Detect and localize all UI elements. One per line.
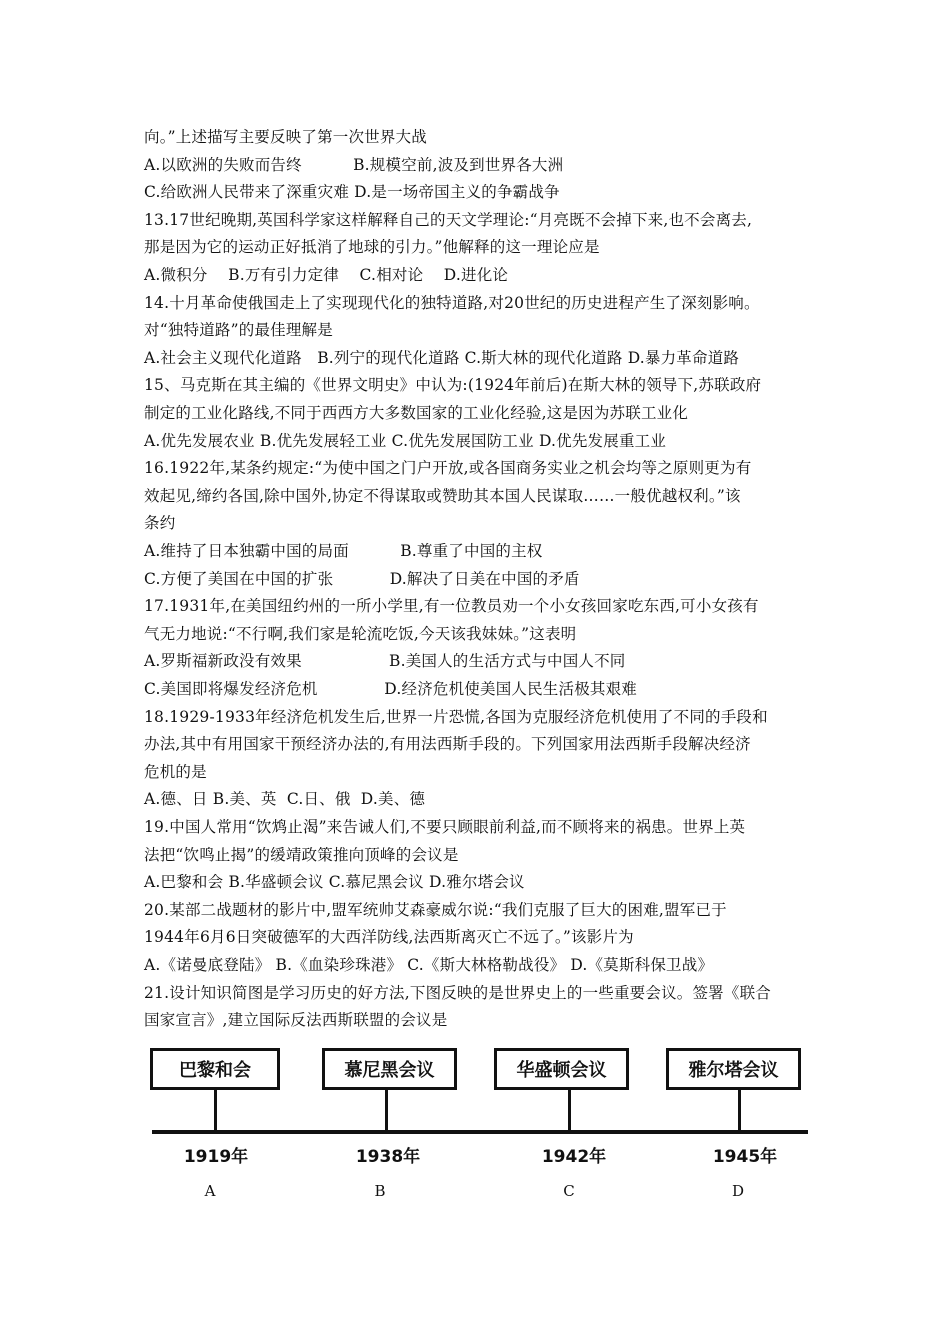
text-line: 19.中国人常用“饮鸩止渴”来告诫人们,不要只顾眼前利益,而不顾将来的祸患。世界上英: [144, 818, 746, 836]
text-line: C.给欧洲人民带来了深重灾难 D.是一场帝国主义的争霸战争: [144, 183, 560, 202]
text-line: A.巴黎和会 B.华盛顿会议 C.慕尼黑会议 D.雅尔塔会议: [144, 873, 525, 892]
text-line: A.维持了日本独霸中国的局面 B.尊重了中国的主权: [144, 542, 543, 560]
text-line: 向。”上述描写主要反映了第一次世界大战: [144, 128, 427, 146]
text-line: 16.1922年,某条约规定:“为使中国之门户开放,或各国商务实业之机会均等之原则更为有: [144, 459, 752, 478]
timeline-stem-c: [568, 1090, 571, 1130]
text-line: 17.1931年,在美国纽约州的一所小学里,有一位教员劝一个小女孩回家吃东西,可小女孩有: [144, 597, 759, 616]
text-line: 1944年6月6日突破德军的大西洋防线,法西斯离灭亡不远了。”该影片为: [144, 928, 634, 947]
text-line: 18.1929-1933年经济危机发生后,世界一片恐慌,各国为克服经济危机使用了不同的手段和: [144, 707, 768, 726]
text-line: 危机的是: [144, 762, 207, 781]
timeline-stem-a: [214, 1090, 217, 1130]
text-line: A.优先发展农业 B.优先发展轻工业 C.优先发展国防工业 D.优先发展重工业: [144, 431, 667, 450]
text-line: A.罗斯福新政没有效果 B.美国人的生活方式与中国人不同: [144, 652, 626, 671]
timeline-event-box-d: 雅尔塔会议: [666, 1048, 801, 1090]
text-line: C.美国即将爆发经济危机 D.经济危机使美国人民生活极其艰难: [144, 680, 637, 698]
text-line: 20.某部二战题材的影片中,盟军统帅艾森豪威尔说:“我们克服了巨大的困难,盟军已于: [144, 900, 727, 919]
timeline-year-b: 1938年: [355, 1147, 421, 1167]
text-line: A.社会主义现代化道路 B.列宁的现代化道路 C.斯大林的现代化道路 D.暴力革命道路: [144, 348, 740, 367]
timeline-year-d: 1945年: [712, 1147, 778, 1167]
timeline-option-a: A: [204, 1182, 216, 1200]
text-line: A.德、日 B.美、英 C.日、俄 D.美、德: [144, 790, 426, 809]
text-line: 13.17世纪晚期,英国科学家这样解释自己的天文学理论:“月亮既不会掉下来,也不会离去,: [144, 210, 753, 229]
timeline-axis: [152, 1130, 808, 1134]
text-line: 办法,其中有用国家干预经济办法的,有用法西斯手段的。下列国家用法西斯手段解决经济: [144, 735, 751, 754]
timeline-year-c: 1942年: [541, 1147, 607, 1167]
text-line: C.方便了美国在中国的扩张 D.解决了日美在中国的矛盾: [144, 569, 580, 588]
text-line: 21.设计知识简图是学习历史的好方法,下图反映的是世界史上的一些重要会议。签署《联合: [144, 983, 771, 1002]
timeline-stem-b: [385, 1090, 388, 1130]
text-line: 15、马克斯在其主编的《世界文明史》中认为:(1924年前后)在斯大林的领导下,苏联政府: [144, 376, 762, 395]
text-line: A.以欧洲的失败而告终 B.规模空前,波及到世界各大洲: [144, 155, 564, 174]
conference-timeline: [144, 1036, 814, 1211]
text-line: 条约: [144, 514, 176, 533]
text-line: 效起见,缔约各国,除中国外,协定不得谋取或赞助其本国人民谋取……一般优越权利。”该: [144, 486, 741, 505]
text-line: A.微积分 B.万有引力定律 C.相对论 D.进化论: [144, 266, 509, 284]
timeline-event-box-b: 慕尼黑会议: [322, 1048, 457, 1090]
text-line: A.《诺曼底登陆》 B.《血染珍珠港》 C.《斯大林格勒战役》 D.《莫斯科保卫战》: [144, 956, 714, 974]
timeline-option-b: B: [374, 1182, 386, 1200]
text-line: 国家宣言》,建立国际反法西斯联盟的会议是: [144, 1011, 448, 1030]
text-line: 气无力地说:“不行啊,我们家是轮流吃饭,今天该我妹妹。”这表明: [144, 624, 577, 643]
text-line: 对“独特道路”的最佳理解是: [144, 321, 333, 340]
timeline-event-box-a: 巴黎和会: [150, 1048, 280, 1090]
timeline-event-box-c: 华盛顿会议: [494, 1048, 629, 1090]
timeline-stem-d: [738, 1090, 741, 1130]
text-line: 法把“饮鸣止揭”的缓靖政策推向顶峰的会议是: [144, 845, 459, 864]
text-line: 14.十月革命使俄国走上了实现现代化的独特道路,对20世纪的历史进程产生了深刻影响。: [144, 293, 760, 312]
text-line: 那是因为它的运动正好抵消了地球的引力。”他解释的这一理论应是: [144, 238, 600, 257]
timeline-option-d: D: [731, 1182, 745, 1200]
timeline-option-c: C: [563, 1182, 575, 1200]
text-line: 制定的工业化路线,不同于西西方大多数国家的工业化经验,这是因为苏联工业化: [144, 404, 689, 422]
timeline-year-a: 1919年: [183, 1147, 249, 1167]
